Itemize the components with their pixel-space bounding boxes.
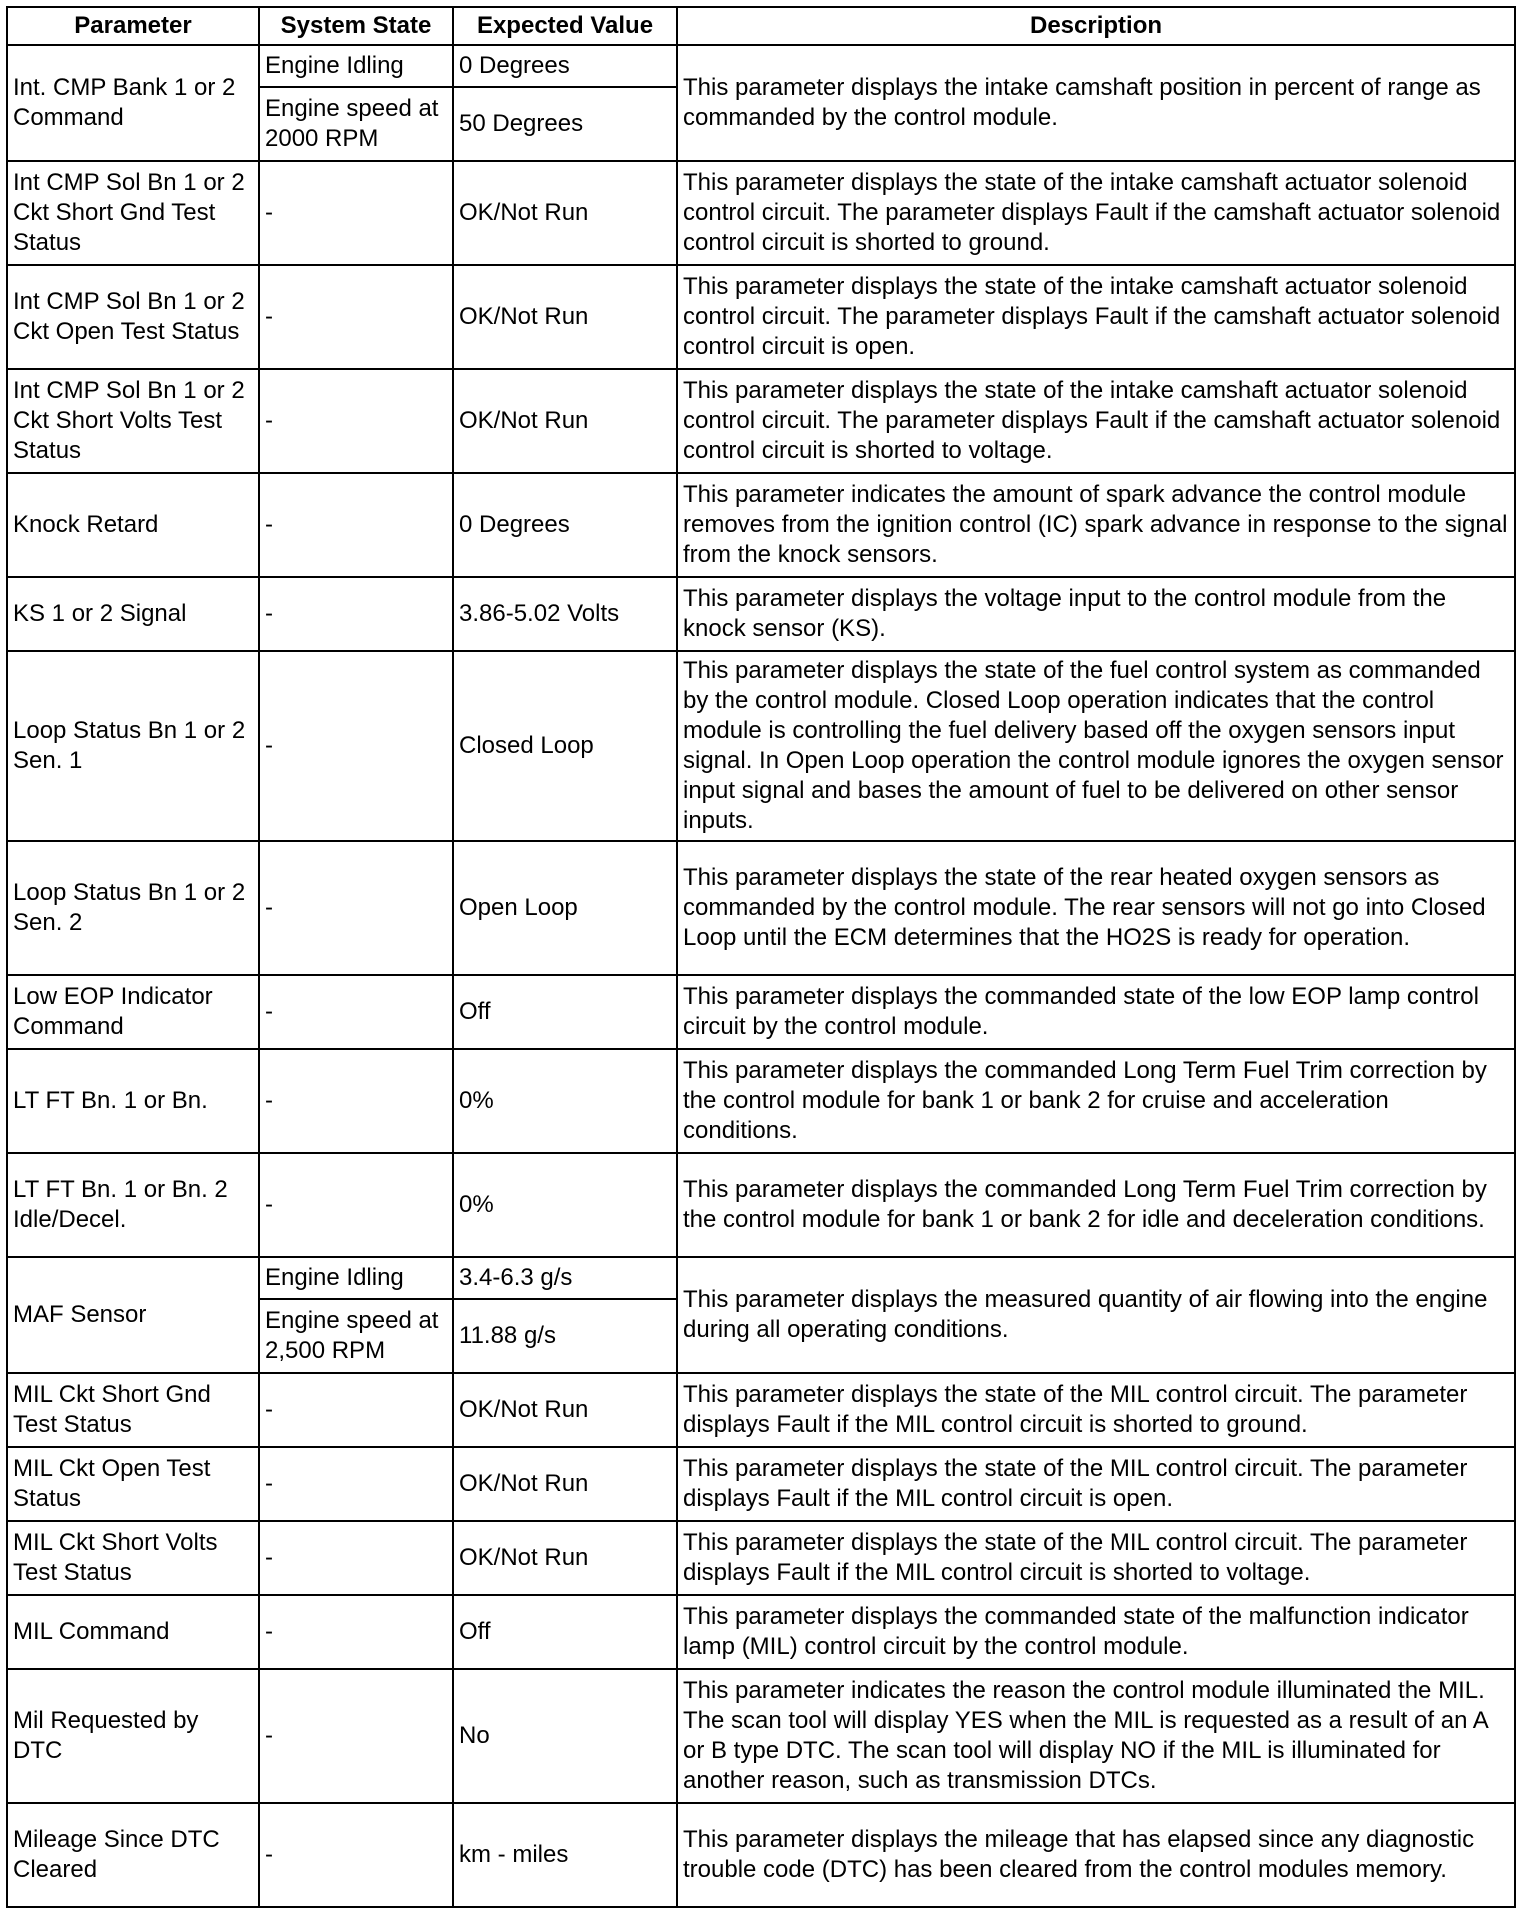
system-state-cell: - xyxy=(259,473,453,577)
table-row xyxy=(7,577,1515,651)
table-row xyxy=(7,1373,1515,1447)
parameter-cell: Int CMP Sol Bn 1 or 2 Ckt Short Volts Test Status xyxy=(7,369,259,473)
parameter-cell: KS 1 or 2 Signal xyxy=(7,577,259,651)
parameter-cell: MIL Ckt Short Gnd Test Status xyxy=(7,1373,259,1447)
parameter-cell: LT FT Bn. 1 or Bn. xyxy=(7,1049,259,1153)
header-description: Description xyxy=(677,7,1515,45)
table-row xyxy=(7,1049,1515,1153)
expected-value-cell: OK/Not Run xyxy=(453,1521,677,1595)
system-state-cell: - xyxy=(259,265,453,369)
expected-value-cell: OK/Not Run xyxy=(453,1447,677,1521)
table-row xyxy=(7,1669,1515,1803)
table-row xyxy=(7,975,1515,1049)
table-row xyxy=(7,1803,1515,1907)
system-state-cell: Engine Idling xyxy=(259,45,453,87)
description-cell: This parameter displays the voltage input to the control module from the knock sensor (KS). xyxy=(677,577,1515,651)
description-cell: This parameter displays the state of the intake camshaft actuator solenoid control circuit. The parameter displays Fault if the camshaft actuator solenoid control circuit is shorted to ground. xyxy=(677,161,1515,265)
expected-value-cell: 0% xyxy=(453,1153,677,1257)
parameter-cell: Int CMP Sol Bn 1 or 2 Ckt Open Test Status xyxy=(7,265,259,369)
description-cell: This parameter displays the state of the MIL control circuit. The parameter displays Fault if the MIL control circuit is shorted to ground. xyxy=(677,1373,1515,1447)
table-row xyxy=(7,651,1515,841)
system-state-cell: - xyxy=(259,369,453,473)
header-expected-value: Expected Value xyxy=(453,7,677,45)
parameter-table xyxy=(6,6,1516,1908)
parameter-cell: Mileage Since DTC Cleared xyxy=(7,1803,259,1907)
description-cell: This parameter displays the commanded state of the malfunction indicator lamp (MIL) control circuit by the control module. xyxy=(677,1595,1515,1669)
description-cell: This parameter indicates the amount of spark advance the control module removes from the ignition control (IC) spark advance in response to the signal from the knock sensors. xyxy=(677,473,1515,577)
expected-value-cell: No xyxy=(453,1669,677,1803)
parameter-cell: LT FT Bn. 1 or Bn. 2 Idle/Decel. xyxy=(7,1153,259,1257)
parameter-cell: MIL Command xyxy=(7,1595,259,1669)
system-state-cell: - xyxy=(259,975,453,1049)
expected-value-cell: 11.88 g/s xyxy=(453,1299,677,1373)
header-system-state: System State xyxy=(259,7,453,45)
expected-value-cell: 0 Degrees xyxy=(453,473,677,577)
header-row xyxy=(7,7,1515,45)
table-row xyxy=(7,473,1515,577)
description-cell: This parameter displays the state of the fuel control system as commanded by the control module. Closed Loop operation indicates that the control module is controlling the fuel delivery based off the oxygen sensors input signal. In Open Loop operation the control module ignores the oxygen sensor input signal and bases the amount of fuel to be delivered on other sensor inputs. xyxy=(677,651,1515,841)
parameter-cell: Int. CMP Bank 1 or 2 Command xyxy=(7,45,259,161)
description-cell: This parameter displays the measured quantity of air flowing into the engine during all operating conditions. xyxy=(677,1257,1515,1373)
description-cell: This parameter displays the state of the intake camshaft actuator solenoid control circuit. The parameter displays Fault if the camshaft actuator solenoid control circuit is open. xyxy=(677,265,1515,369)
system-state-cell: Engine speed at 2,500 RPM xyxy=(259,1299,453,1373)
system-state-cell: Engine Idling xyxy=(259,1257,453,1299)
expected-value-cell: 3.86-5.02 Volts xyxy=(453,577,677,651)
expected-value-cell: km - miles xyxy=(453,1803,677,1907)
table-row xyxy=(7,1257,1515,1299)
table-row xyxy=(7,45,1515,87)
expected-value-cell: OK/Not Run xyxy=(453,369,677,473)
expected-value-cell: OK/Not Run xyxy=(453,265,677,369)
parameter-cell: Int CMP Sol Bn 1 or 2 Ckt Short Gnd Test Status xyxy=(7,161,259,265)
expected-value-cell: OK/Not Run xyxy=(453,1373,677,1447)
description-cell: This parameter displays the state of the MIL control circuit. The parameter displays Fault if the MIL control circuit is open. xyxy=(677,1447,1515,1521)
description-cell: This parameter indicates the reason the control module illuminated the MIL. The scan tool will display YES when the MIL is requested as a result of an A or B type DTC. The scan tool will display NO if the MIL is illuminated for another reason, such as transmission DTCs. xyxy=(677,1669,1515,1803)
system-state-cell: - xyxy=(259,841,453,975)
expected-value-cell: 0 Degrees xyxy=(453,45,677,87)
parameter-cell: MAF Sensor xyxy=(7,1257,259,1373)
description-cell: This parameter displays the commanded Long Term Fuel Trim correction by the control module for bank 1 or bank 2 for idle and deceleration conditions. xyxy=(677,1153,1515,1257)
system-state-cell: - xyxy=(259,1521,453,1595)
parameter-cell: Knock Retard xyxy=(7,473,259,577)
expected-value-cell: Off xyxy=(453,975,677,1049)
parameter-cell: MIL Ckt Short Volts Test Status xyxy=(7,1521,259,1595)
description-cell: This parameter displays the commanded state of the low EOP lamp control circuit by the control module. xyxy=(677,975,1515,1049)
expected-value-cell: Off xyxy=(453,1595,677,1669)
system-state-cell: - xyxy=(259,1153,453,1257)
table-row xyxy=(7,161,1515,265)
header-parameter: Parameter xyxy=(7,7,259,45)
table-row xyxy=(7,1595,1515,1669)
description-cell: This parameter displays the intake camshaft position in percent of range as commanded by the control module. xyxy=(677,45,1515,161)
system-state-cell: - xyxy=(259,1049,453,1153)
expected-value-cell: OK/Not Run xyxy=(453,161,677,265)
system-state-cell: - xyxy=(259,1595,453,1669)
system-state-cell: - xyxy=(259,577,453,651)
system-state-cell: - xyxy=(259,1447,453,1521)
system-state-cell: - xyxy=(259,1803,453,1907)
description-cell: This parameter displays the commanded Long Term Fuel Trim correction by the control module for bank 1 or bank 2 for cruise and acceleration conditions. xyxy=(677,1049,1515,1153)
parameter-cell: Low EOP Indicator Command xyxy=(7,975,259,1049)
system-state-cell: - xyxy=(259,1373,453,1447)
table-row xyxy=(7,265,1515,369)
system-state-cell: - xyxy=(259,1669,453,1803)
description-cell: This parameter displays the state of the MIL control circuit. The parameter displays Fault if the MIL control circuit is shorted to voltage. xyxy=(677,1521,1515,1595)
parameter-cell: Mil Requested by DTC xyxy=(7,1669,259,1803)
system-state-cell: Engine speed at 2000 RPM xyxy=(259,87,453,161)
parameter-cell: Loop Status Bn 1 or 2 Sen. 2 xyxy=(7,841,259,975)
table-row xyxy=(7,1153,1515,1257)
expected-value-cell: 50 Degrees xyxy=(453,87,677,161)
expected-value-cell: 3.4-6.3 g/s xyxy=(453,1257,677,1299)
parameter-cell: MIL Ckt Open Test Status xyxy=(7,1447,259,1521)
table-row xyxy=(7,369,1515,473)
table-row xyxy=(7,841,1515,975)
description-cell: This parameter displays the state of the rear heated oxygen sensors as commanded by the control module. The rear sensors will not go into Closed Loop until the ECM determines that the HO2S is ready for operation. xyxy=(677,841,1515,975)
description-cell: This parameter displays the mileage that has elapsed since any diagnostic trouble code (DTC) has been cleared from the control modules memory. xyxy=(677,1803,1515,1907)
table-row xyxy=(7,1521,1515,1595)
system-state-cell: - xyxy=(259,161,453,265)
description-cell: This parameter displays the state of the intake camshaft actuator solenoid control circuit. The parameter displays Fault if the camshaft actuator solenoid control circuit is shorted to voltage. xyxy=(677,369,1515,473)
parameter-cell: Loop Status Bn 1 or 2 Sen. 1 xyxy=(7,651,259,841)
system-state-cell: - xyxy=(259,651,453,841)
expected-value-cell: Closed Loop xyxy=(453,651,677,841)
table-row xyxy=(7,1447,1515,1521)
expected-value-cell: Open Loop xyxy=(453,841,677,975)
expected-value-cell: 0% xyxy=(453,1049,677,1153)
